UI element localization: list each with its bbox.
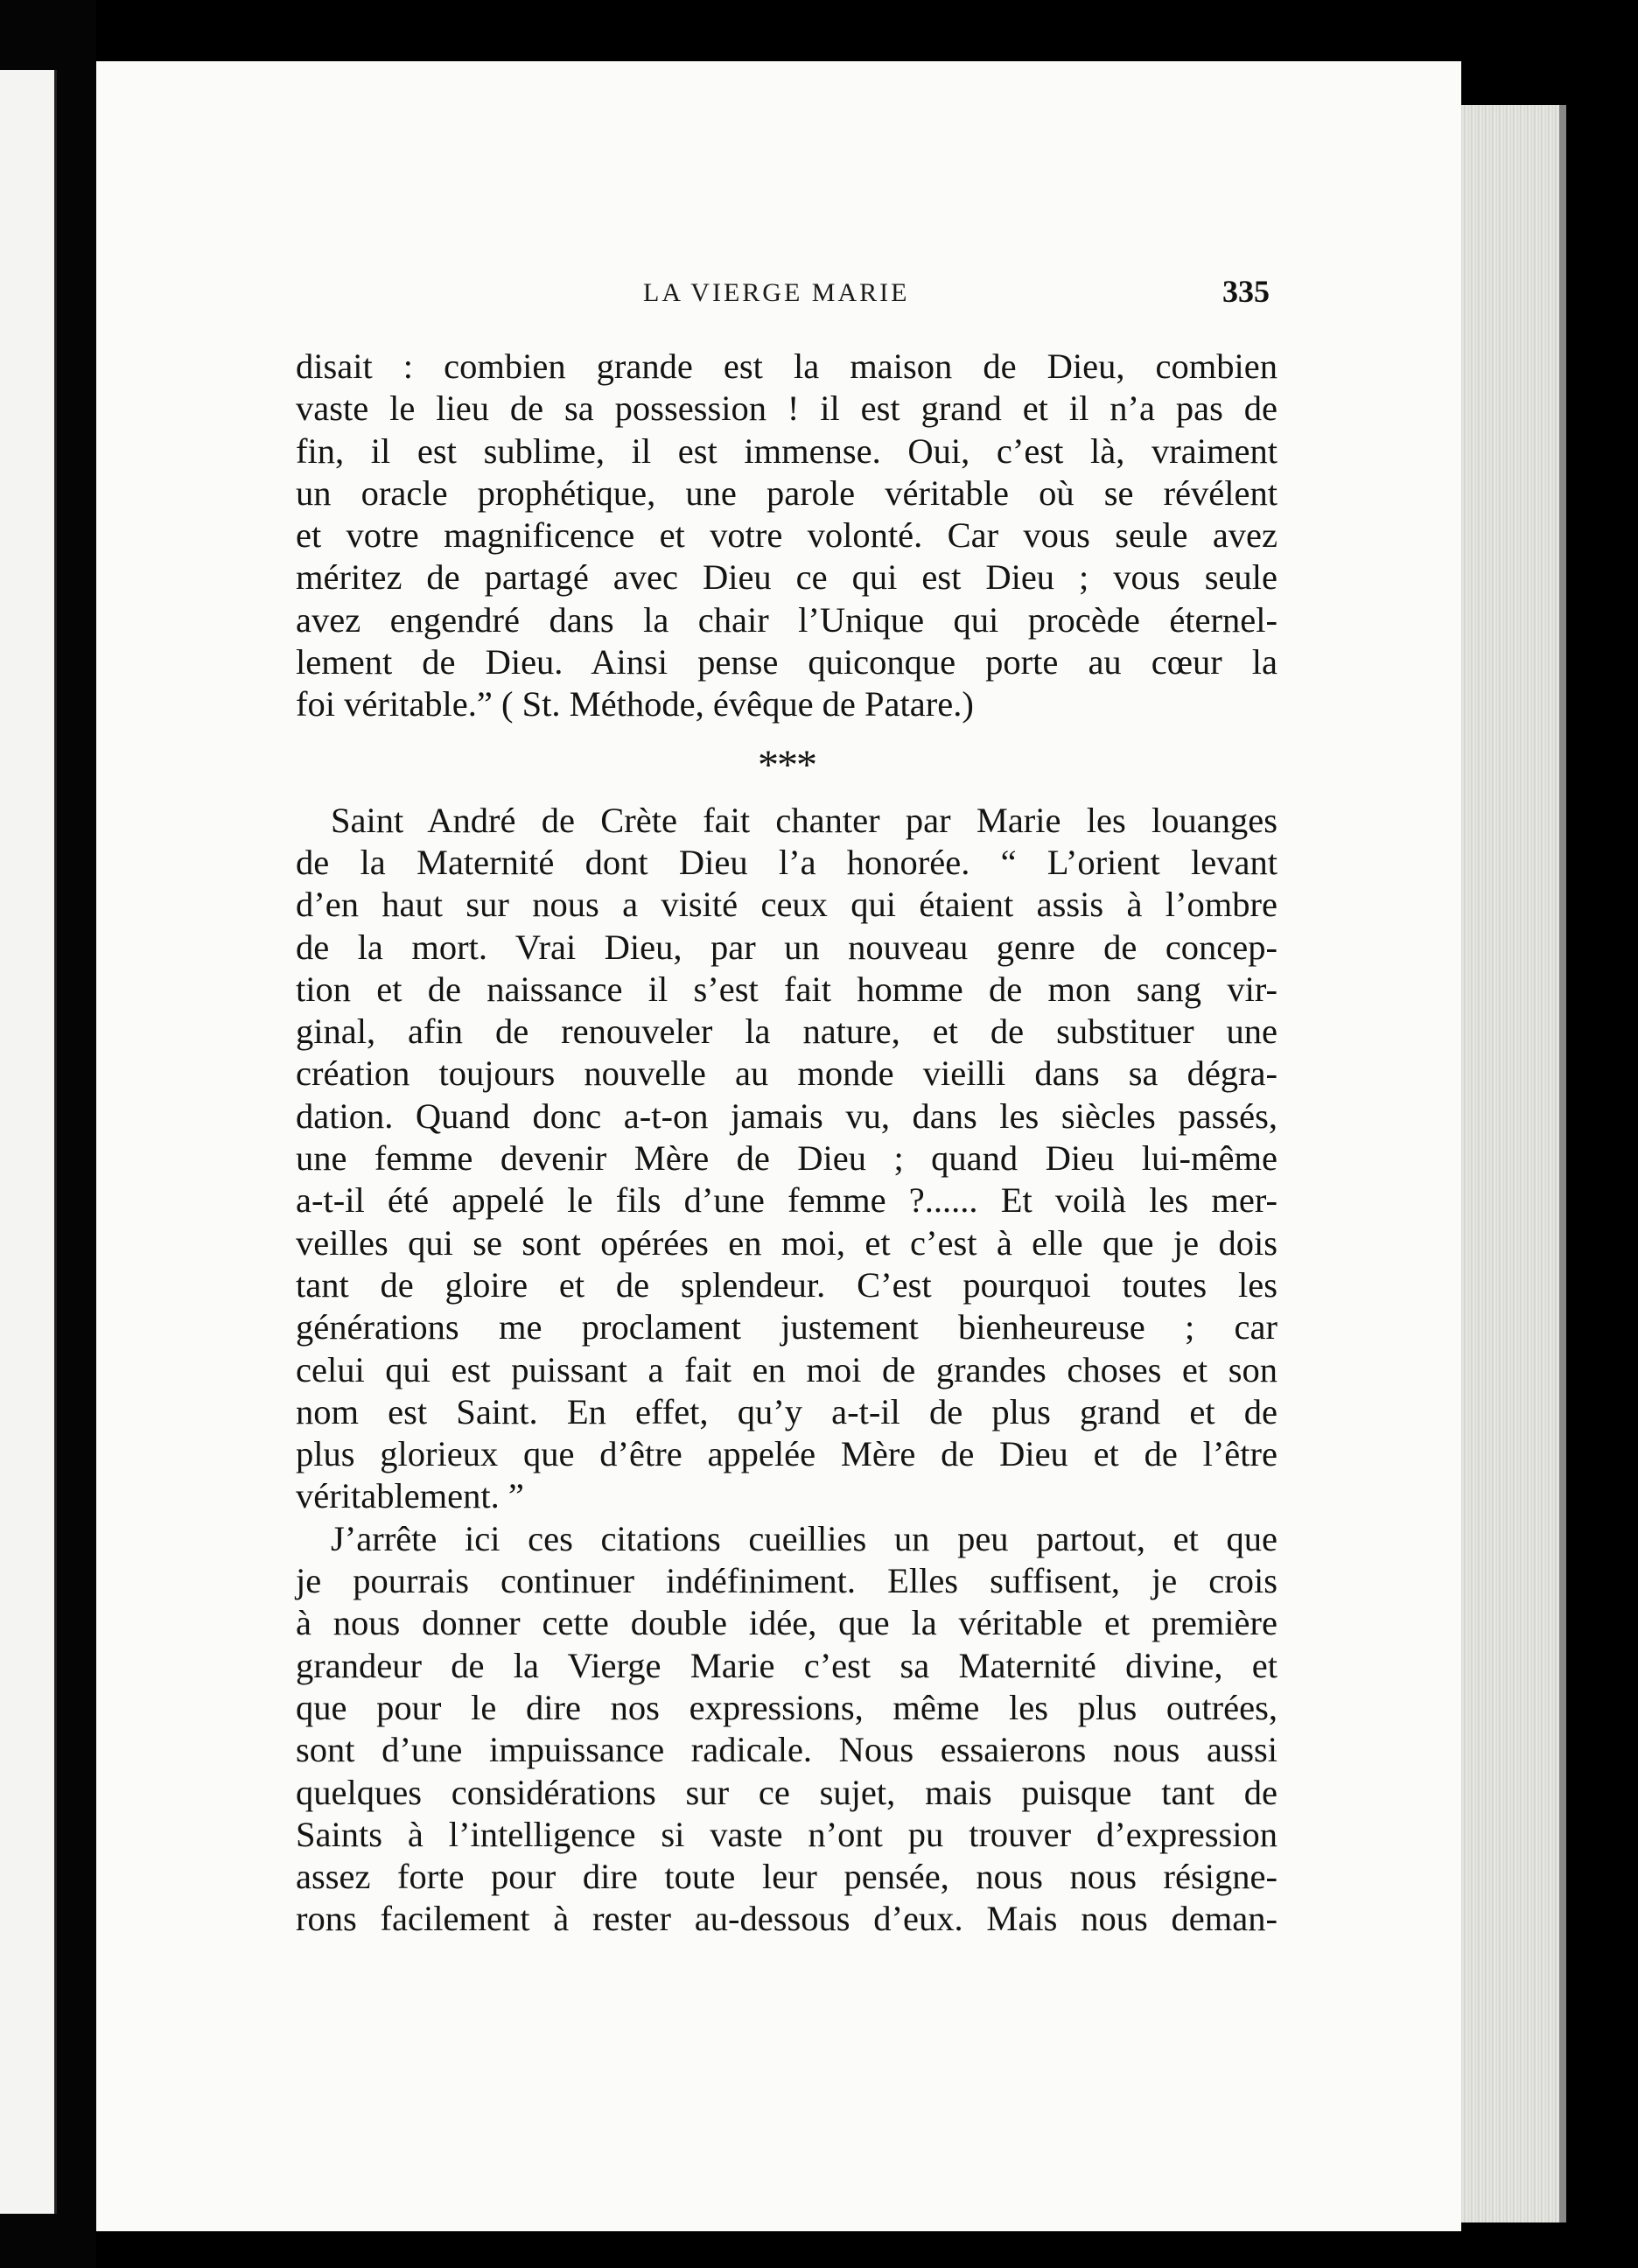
running-head: LA VIERGE MARIE [643,278,910,307]
text-line: a-t-il été appelé le fils d’une femme ?...... Et voilà les mer- [296,1180,1278,1221]
paragraph-3 [296,1518,1278,1941]
text-line: grandeur de la Vierge Marie c’est sa Maternité divine, et [296,1645,1278,1685]
text-line: sont d’une impuissance radicale. Nous essaierons nous aussi [296,1730,1278,1770]
text-line: foi véritable.” ( St. Méthode, évêque de Patare.) [296,684,974,724]
paragraph-2 [296,800,1278,1518]
text-line: que pour le dire nos expressions, même les plus outrées, [296,1687,1278,1727]
text-line: méritez de partagé avec Dieu ce qui est Dieu ; vous seule [296,557,1278,598]
text-line: de la mort. Vrai Dieu, par un nouveau genre de concep- [296,927,1278,967]
text-line: tant de gloire et de splendeur. C’est pourquoi toutes les [296,1264,1278,1305]
text-line: générations me proclament justement bienheureuse ; car [296,1307,1278,1348]
text-line: vaste le lieu de sa possession ! il est grand et il n’a pas de [296,388,1278,429]
text-line: une femme devenir Mère de Dieu ; quand Dieu lui-même [296,1138,1278,1179]
text-line: rons facilement à rester au-dessous d’eux. Mais nous deman- [296,1899,1278,1939]
text-line: ginal, afin de renouveler la nature, et de substituer une [296,1012,1278,1052]
asterism-separator: *** [758,741,816,788]
page-edges [1461,105,1566,2222]
text-line: disait : combien grande est la maison de Dieu, combien [296,346,1278,386]
page-number: 335 [1222,274,1270,309]
text-line: d’en haut sur nous a visité ceux qui étaient assis à l’ombre [296,885,1278,925]
text-line: tion et de naissance il s’est fait homme de mon sang vir- [296,969,1278,1009]
text-line: à nous donner cette double idée, que la véritable et première [296,1603,1278,1643]
text-line: Saints à l’intelligence si vaste n’ont pu trouver d’expression [296,1814,1278,1854]
text-line: je pourrais continuer indéfiniment. Elles suffisent, je crois [296,1561,1278,1601]
text-line: de la Maternité dont Dieu l’a honorée. “ L’orient levant [296,842,1278,882]
text-line: quelques considérations sur ce sujet, mais puisque tant de [296,1772,1278,1812]
text-line: et votre magnificence et votre volonté. Car vous seule avez [296,515,1278,556]
text-line: création toujours nouvelle au monde vieilli dans sa dégra- [296,1054,1278,1094]
text-line: lement de Dieu. Ainsi pense quiconque porte au cœur la [296,642,1278,682]
facing-page-edge [0,70,57,2214]
paragraph-1 [296,346,1278,726]
text-line: dation. Quand donc a-t-on jamais vu, dans les siècles passés, [296,1096,1278,1136]
body-text [296,346,1278,1941]
text-line: nom est Saint. En effet, qu’y a-t-il de plus grand et de [296,1391,1278,1432]
text-line: avez engendré dans la chair l’Unique qui procède éternel- [296,599,1278,640]
text-line: un oracle prophétique, une parole véritable où se révélent [296,472,1278,513]
text-line: veilles qui se sont opérées en moi, et c’est à elle que je dois [296,1222,1278,1263]
text-line: J’arrête ici ces citations cueillies un peu partout, et que [331,1518,1278,1558]
text-line: Saint André de Crète fait chanter par Marie les louanges [331,800,1278,840]
text-line: fin, il est sublime, il est immense. Oui, c’est là, vraiment [296,430,1278,471]
text-line: assez forte pour dire toute leur pensée, nous nous résigne- [296,1857,1278,1897]
text-line: celui qui est puissant a fait en moi de grandes choses et son [296,1349,1278,1390]
text-line: véritablement. ” [296,1476,524,1516]
text-line: plus glorieux que d’être appelée Mère de Dieu et de l’être [296,1434,1278,1474]
